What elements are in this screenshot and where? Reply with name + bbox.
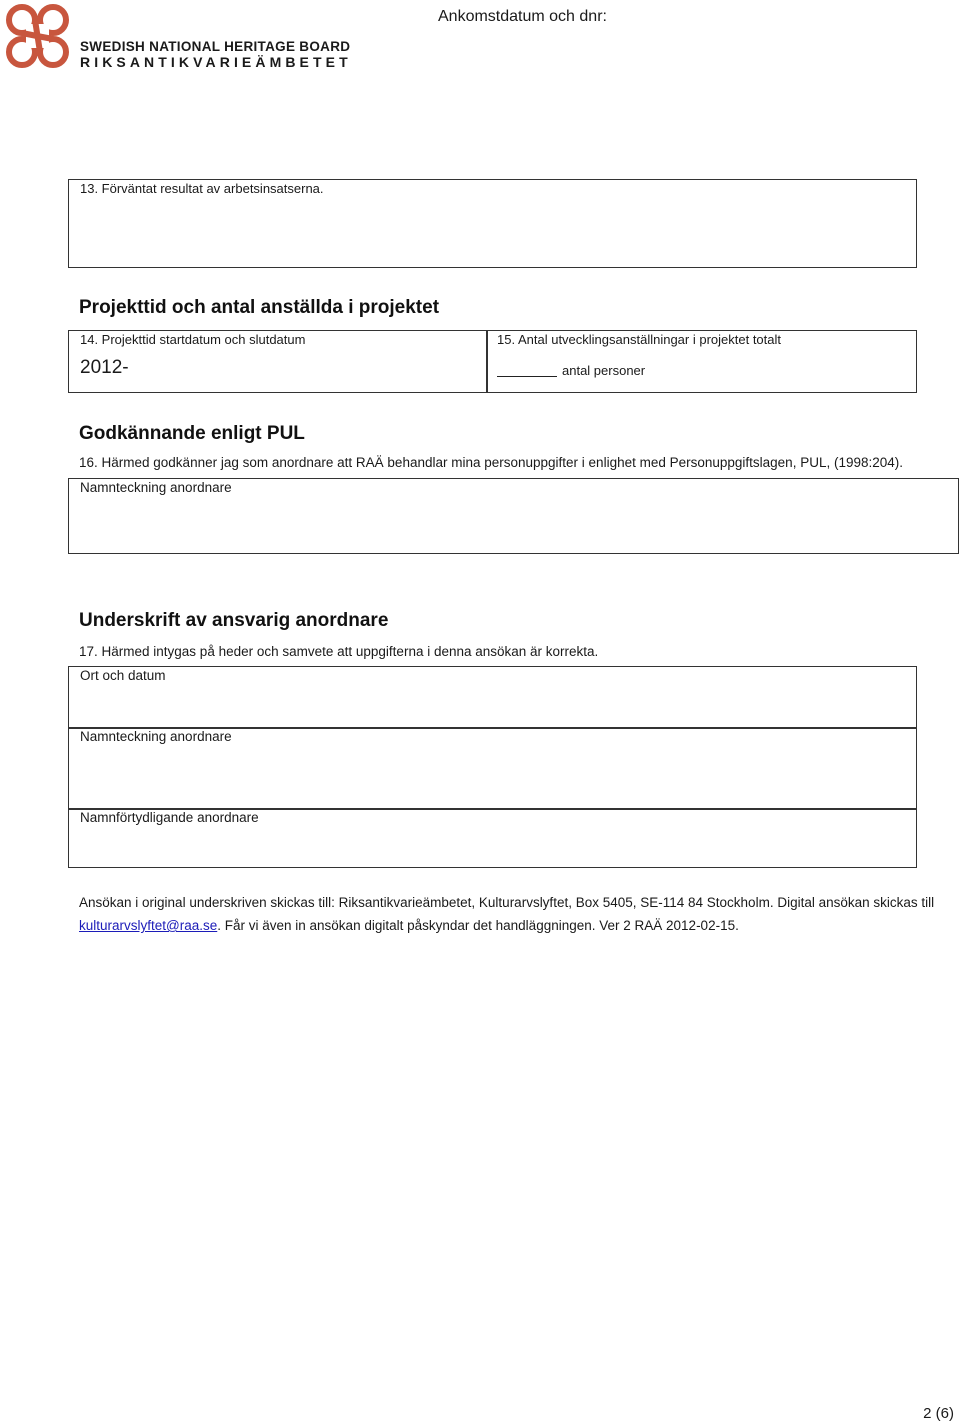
logo-text-swedish: RIKSANTIKVARIEÄMBETET	[80, 54, 352, 70]
arrival-date-label: Ankomstdatum och dnr:	[438, 8, 607, 25]
logo	[2, 2, 352, 74]
place-date-label: Ort och datum	[80, 668, 166, 683]
email-link[interactable]: kulturarvslyftet@raa.se	[79, 918, 218, 933]
footer-line1: Ansökan i original underskriven skickas till: Riksantikvarieämbetet, Kulturarvslyftet, Box 5405, SE-114 84 Stockholm. Digital ansökan skickas till	[79, 895, 935, 910]
place-date-field[interactable]	[68, 666, 917, 729]
footer-line2	[79, 918, 739, 933]
q15-input-line[interactable]	[497, 376, 557, 377]
q14-label: 14. Projekttid startdatum och slutdatum	[80, 332, 306, 347]
logo-text-english: SWEDISH NATIONAL HERITAGE BOARD	[80, 39, 351, 54]
q15-label: 15. Antal utvecklingsanställningar i projektet totalt	[497, 332, 782, 347]
q15-unit: antal personer	[562, 363, 646, 378]
q17-text: 17. Härmed intygas på heder och samvete att uppgifterna i denna ansökan är korrekta.	[79, 644, 599, 659]
name-clarification-label: Namnförtydligande anordnare	[80, 810, 259, 825]
q13-field[interactable]	[68, 179, 917, 268]
responsible-signature-label: Namnteckning anordnare	[80, 729, 232, 744]
q15-field[interactable]	[486, 330, 917, 393]
q14-field[interactable]	[68, 330, 488, 393]
q14-value: 2012-	[80, 357, 129, 378]
page-number: 2 (6)	[923, 1405, 954, 1422]
responsible-signature-field[interactable]	[68, 727, 917, 810]
footer-line2-text: . Får vi även in ansökan digitalt påskyndar det handläggningen. Ver 2 RAÄ 2012-02-15.	[217, 918, 739, 933]
section-heading-signature: Underskrift av ansvarig anordnare	[79, 610, 389, 631]
q13-label: 13. Förväntat resultat av arbetsinsatserna.	[80, 181, 324, 196]
section-heading-pul: Godkännande enligt PUL	[79, 423, 305, 444]
name-clarification-field[interactable]	[68, 808, 917, 868]
q16-text: 16. Härmed godkänner jag som anordnare att RAÄ behandlar mina personuppgifter i enlighet med Personuppgiftslagen, PUL, (1998:204).	[79, 455, 904, 470]
heritage-board-logo-icon	[2, 2, 76, 74]
section-heading-project: Projekttid och antal anställda i projektet	[79, 297, 440, 318]
pul-signature-field[interactable]	[68, 478, 959, 554]
pul-signature-label: Namnteckning anordnare	[80, 480, 232, 495]
